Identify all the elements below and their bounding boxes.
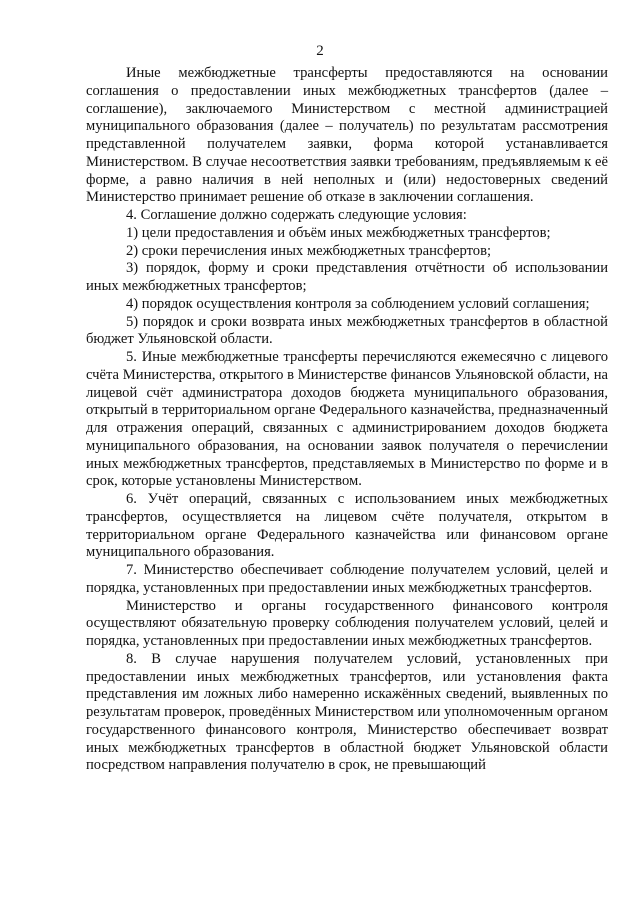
paragraph-clause-4: 4. Соглашение должно содержать следующие условия: [126, 207, 467, 223]
paragraph-clause-8: 8. В случае нарушения получателем условий, установленных при предоставлении иных межбюджетных трансфертов, или установления факта представления им ложных либо намеренно искажённых сведений, выявленных по результатам проверок, проведённых Министерством или уполномоченным органом государственного финансового контроля, Министерство обеспечивает возврат иных межбюджетных трансфертов в областной бюджет Ульяновской области посредством направления получателю в срок, не превышающий [86, 650, 608, 774]
list-item-condition-4: 4) порядок осуществления контроля за соблюдением условий соглашения; [126, 295, 590, 312]
list-item-condition-1: 1) цели предоставления и объём иных межбюджетных трансфертов; [126, 224, 551, 241]
list-item-condition-2: 2) сроки перечисления иных межбюджетных трансфертов; [126, 242, 492, 259]
paragraph-control-check: Министерство и органы государственного финансового контроля осуществляют обязательную проверку соблюдения получателем условий, целей и порядка, установленных при предоставлении иных межбюджетных трансфертов. [86, 597, 608, 649]
list-item-condition-5: 5) порядок и сроки возврата иных межбюджетных трансфертов в областной бюджет Ульяновской области. [86, 313, 608, 348]
document-body [86, 65, 608, 775]
paragraph-clause-5: 5. Иные межбюджетные трансферты перечисляются ежемесячно с лицевого счёта Министерства, открытого в Министерстве финансов Ульяновской области, на лицевой счёт администратора доходов бюджета муниципального образования, открытый в территориальном органе Федерального казначейства, предназначенный для отражения операций, связанных с администрированием доходов бюджета муниципального образования, на основании заявок получателя о перечислении иных межбюджетных трансфертов, представляемых в Министерство по форме и в срок, которые установлены Министерством. [86, 349, 608, 490]
paragraph-clause-7: 7. Министерство обеспечивает соблюдение получателем условий, целей и порядка, установленных при предоставлении иных межбюджетных трансфертов. [86, 562, 608, 596]
paragraph-agreement-basis: Иные межбюджетные трансферты предоставляются на основании соглашения о предоставлении иных межбюджетных трансфертов (далее – соглашение), заключаемого Министерством с местной администрацией муниципального образования (далее – получатель) по результатам рассмотрения представленной получателем заявки, форма которой устанавливается Министерством. В случае несоответствия заявки требованиям, предъявляемым к её форме, а равно наличия в ней неполных и (или) недостоверных сведений Министерство принимает решение об отказе в заключении соглашения. [86, 65, 608, 206]
page-number: 2 [316, 43, 324, 59]
paragraph-clause-6: 6. Учёт операций, связанных с использованием иных межбюджетных трансфертов, осуществляется на лицевом счёте получателя, открытом в территориальном органе Федерального казначейства или финансовом органе муниципального образования. [86, 491, 608, 561]
list-item-condition-3: 3) порядок, форму и сроки представления отчётности об использовании иных межбюджетных трансфертов; [86, 260, 608, 294]
